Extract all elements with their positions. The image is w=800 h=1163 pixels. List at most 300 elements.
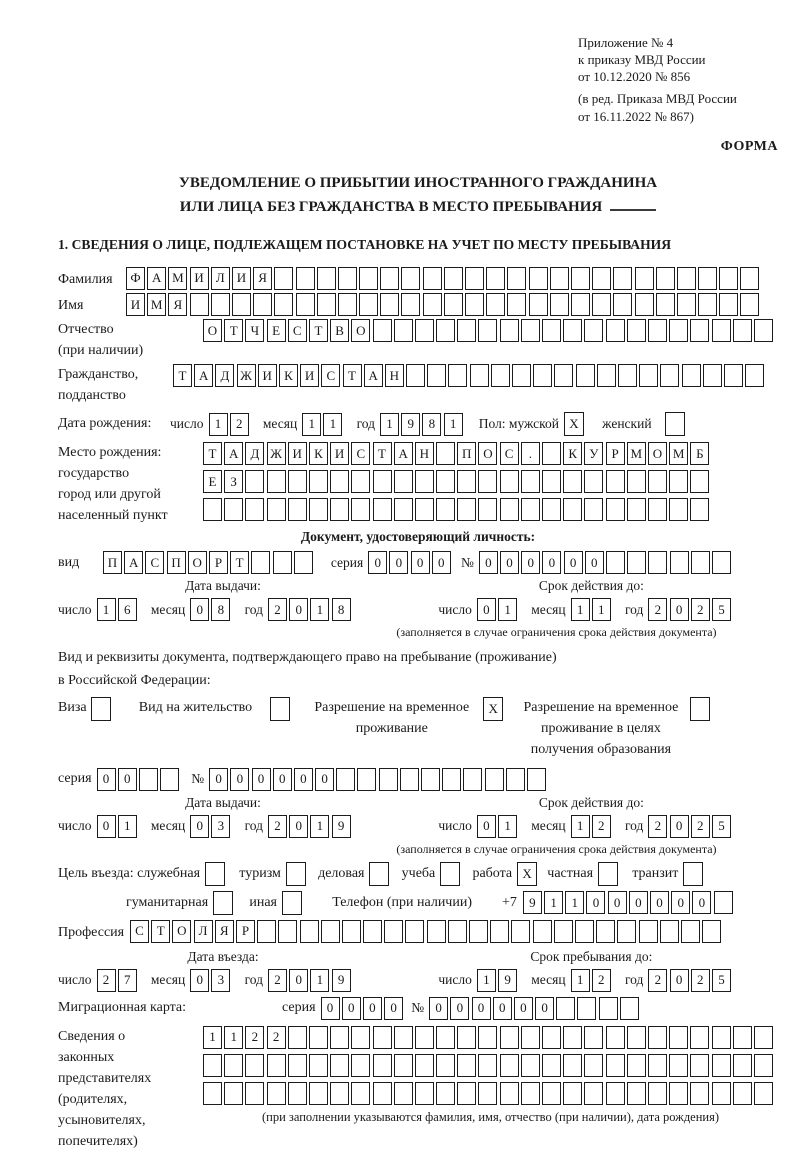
char-box[interactable]: Т	[230, 551, 249, 574]
char-box[interactable]: И	[232, 267, 251, 290]
char-box[interactable]: 0	[118, 768, 137, 791]
char-box[interactable]: 0	[479, 551, 498, 574]
checkbox-cell[interactable]: X	[483, 697, 503, 721]
char-box[interactable]	[363, 920, 382, 943]
char-box[interactable]	[442, 768, 461, 791]
char-box[interactable]	[712, 551, 731, 574]
char-box[interactable]	[457, 470, 476, 493]
char-box[interactable]: О	[203, 319, 222, 342]
char-box[interactable]	[470, 364, 489, 387]
char-box[interactable]	[309, 1026, 328, 1049]
char-box[interactable]: Н	[385, 364, 404, 387]
char-box[interactable]	[656, 293, 675, 316]
char-box[interactable]	[500, 1082, 519, 1105]
char-box[interactable]	[740, 267, 759, 290]
char-box[interactable]	[606, 1026, 625, 1049]
char-box[interactable]: Я	[253, 267, 272, 290]
char-box[interactable]	[635, 293, 654, 316]
char-box[interactable]: 0	[289, 815, 308, 838]
char-box[interactable]	[478, 1026, 497, 1049]
char-box[interactable]: 5	[712, 815, 731, 838]
char-box[interactable]	[415, 1082, 434, 1105]
char-box[interactable]	[394, 1082, 413, 1105]
char-box[interactable]: Т	[203, 442, 222, 465]
char-box[interactable]	[500, 1054, 519, 1077]
char-box[interactable]	[733, 1026, 752, 1049]
char-box[interactable]	[542, 498, 561, 521]
char-box[interactable]	[660, 364, 679, 387]
char-box[interactable]	[690, 498, 709, 521]
char-box[interactable]	[436, 319, 455, 342]
char-box[interactable]: 0	[429, 997, 448, 1020]
char-box[interactable]	[190, 293, 209, 316]
char-box[interactable]	[373, 1026, 392, 1049]
char-box[interactable]	[563, 1026, 582, 1049]
char-box[interactable]	[597, 364, 616, 387]
char-box[interactable]	[336, 768, 355, 791]
char-box[interactable]: 9	[498, 969, 517, 992]
char-box[interactable]	[754, 1082, 773, 1105]
char-box[interactable]	[669, 319, 688, 342]
char-box[interactable]	[542, 1054, 561, 1077]
char-box[interactable]	[648, 551, 667, 574]
char-box[interactable]: 0	[493, 997, 512, 1020]
char-box[interactable]	[457, 1026, 476, 1049]
char-box[interactable]	[550, 293, 569, 316]
char-box[interactable]	[394, 498, 413, 521]
char-box[interactable]: 0	[97, 768, 116, 791]
char-box[interactable]: 8	[211, 598, 230, 621]
char-box[interactable]: К	[279, 364, 298, 387]
char-box[interactable]	[384, 920, 403, 943]
char-box[interactable]: 1	[323, 413, 342, 436]
char-box[interactable]: А	[394, 442, 413, 465]
char-box[interactable]	[500, 498, 519, 521]
char-box[interactable]: 0	[289, 598, 308, 621]
char-box[interactable]	[309, 1082, 328, 1105]
char-box[interactable]	[224, 498, 243, 521]
char-box[interactable]: 3	[211, 969, 230, 992]
char-box[interactable]	[457, 1082, 476, 1105]
char-box[interactable]	[533, 364, 552, 387]
char-box[interactable]	[448, 364, 467, 387]
char-box[interactable]	[691, 551, 710, 574]
char-box[interactable]	[698, 267, 717, 290]
char-box[interactable]: П	[167, 551, 186, 574]
char-box[interactable]	[719, 293, 738, 316]
char-box[interactable]	[584, 1026, 603, 1049]
char-box[interactable]: А	[194, 364, 213, 387]
char-box[interactable]	[507, 293, 526, 316]
char-box[interactable]	[351, 470, 370, 493]
checkbox-cell[interactable]	[369, 862, 389, 886]
char-box[interactable]	[592, 267, 611, 290]
char-box[interactable]	[257, 920, 276, 943]
char-box[interactable]	[563, 319, 582, 342]
char-box[interactable]	[500, 470, 519, 493]
char-box[interactable]	[373, 319, 392, 342]
char-box[interactable]: 2	[97, 969, 116, 992]
char-box[interactable]: 0	[450, 997, 469, 1020]
char-box[interactable]: 2	[267, 1026, 286, 1049]
char-box[interactable]	[733, 1054, 752, 1077]
char-box[interactable]	[351, 498, 370, 521]
char-box[interactable]	[338, 267, 357, 290]
char-box[interactable]	[714, 891, 733, 914]
char-box[interactable]	[296, 293, 315, 316]
checkbox-cell[interactable]	[665, 412, 685, 436]
char-box[interactable]	[669, 1026, 688, 1049]
char-box[interactable]	[245, 470, 264, 493]
char-box[interactable]	[203, 498, 222, 521]
char-box[interactable]: 9	[523, 891, 542, 914]
char-box[interactable]	[245, 498, 264, 521]
char-box[interactable]	[380, 293, 399, 316]
char-box[interactable]	[533, 920, 552, 943]
char-box[interactable]: 9	[332, 815, 351, 838]
char-box[interactable]	[478, 1082, 497, 1105]
char-box[interactable]: 0	[472, 997, 491, 1020]
char-box[interactable]	[436, 470, 455, 493]
char-box[interactable]: 0	[342, 997, 361, 1020]
char-box[interactable]	[677, 267, 696, 290]
char-box[interactable]	[563, 1054, 582, 1077]
char-box[interactable]	[309, 470, 328, 493]
char-box[interactable]	[300, 920, 319, 943]
char-box[interactable]	[330, 1082, 349, 1105]
char-box[interactable]	[406, 364, 425, 387]
char-box[interactable]	[733, 1082, 752, 1105]
char-box[interactable]	[359, 267, 378, 290]
char-box[interactable]	[251, 551, 270, 574]
char-box[interactable]	[401, 293, 420, 316]
char-box[interactable]: 2	[648, 598, 667, 621]
char-box[interactable]	[457, 319, 476, 342]
char-box[interactable]	[500, 319, 519, 342]
char-box[interactable]: Д	[215, 364, 234, 387]
char-box[interactable]: Я	[215, 920, 234, 943]
char-box[interactable]: 0	[384, 997, 403, 1020]
char-box[interactable]	[465, 293, 484, 316]
char-box[interactable]	[330, 1026, 349, 1049]
char-box[interactable]	[620, 997, 639, 1020]
char-box[interactable]: О	[188, 551, 207, 574]
char-box[interactable]: 6	[118, 598, 137, 621]
char-box[interactable]	[712, 319, 731, 342]
char-box[interactable]: 0	[432, 551, 451, 574]
char-box[interactable]	[521, 319, 540, 342]
char-box[interactable]	[550, 267, 569, 290]
char-box[interactable]	[444, 267, 463, 290]
char-box[interactable]	[267, 498, 286, 521]
char-box[interactable]: 1	[444, 413, 463, 436]
char-box[interactable]	[576, 364, 595, 387]
char-box[interactable]	[436, 498, 455, 521]
char-box[interactable]	[511, 920, 530, 943]
char-box[interactable]: 1	[565, 891, 584, 914]
char-box[interactable]: 2	[245, 1026, 264, 1049]
char-box[interactable]: П	[103, 551, 122, 574]
char-box[interactable]: 8	[422, 413, 441, 436]
char-box[interactable]	[309, 1054, 328, 1077]
char-box[interactable]	[224, 1054, 243, 1077]
char-box[interactable]: С	[145, 551, 164, 574]
char-box[interactable]: 0	[294, 768, 313, 791]
char-box[interactable]: Р	[606, 442, 625, 465]
char-box[interactable]: 1	[97, 598, 116, 621]
char-box[interactable]: 5	[712, 969, 731, 992]
char-box[interactable]: З	[224, 470, 243, 493]
char-box[interactable]	[288, 1054, 307, 1077]
char-box[interactable]	[288, 470, 307, 493]
char-box[interactable]	[563, 470, 582, 493]
char-box[interactable]	[267, 1082, 286, 1105]
char-box[interactable]	[698, 293, 717, 316]
char-box[interactable]: 0	[97, 815, 116, 838]
char-box[interactable]	[606, 1082, 625, 1105]
char-box[interactable]: 8	[332, 598, 351, 621]
checkbox-cell[interactable]	[91, 697, 111, 721]
char-box[interactable]: Е	[267, 319, 286, 342]
char-box[interactable]: И	[190, 267, 209, 290]
char-box[interactable]: Ж	[267, 442, 286, 465]
char-box[interactable]	[606, 319, 625, 342]
char-box[interactable]: 2	[268, 969, 287, 992]
char-box[interactable]: 0	[500, 551, 519, 574]
char-box[interactable]: Т	[151, 920, 170, 943]
char-box[interactable]	[421, 768, 440, 791]
char-box[interactable]: М	[168, 267, 187, 290]
char-box[interactable]: 0	[692, 891, 711, 914]
char-box[interactable]	[733, 319, 752, 342]
char-box[interactable]	[203, 1054, 222, 1077]
char-box[interactable]	[351, 1026, 370, 1049]
char-box[interactable]	[486, 267, 505, 290]
char-box[interactable]	[457, 1054, 476, 1077]
char-box[interactable]	[232, 293, 251, 316]
char-box[interactable]: С	[500, 442, 519, 465]
char-box[interactable]	[274, 267, 293, 290]
char-box[interactable]	[571, 267, 590, 290]
char-box[interactable]: 9	[332, 969, 351, 992]
char-box[interactable]: 2	[648, 815, 667, 838]
char-box[interactable]: .	[521, 442, 540, 465]
char-box[interactable]	[415, 319, 434, 342]
char-box[interactable]	[690, 1054, 709, 1077]
char-box[interactable]: Ч	[245, 319, 264, 342]
char-box[interactable]	[606, 498, 625, 521]
char-box[interactable]: 1	[544, 891, 563, 914]
char-box[interactable]	[296, 267, 315, 290]
char-box[interactable]	[584, 1054, 603, 1077]
char-box[interactable]: 0	[190, 969, 209, 992]
char-box[interactable]	[670, 551, 689, 574]
char-box[interactable]	[394, 319, 413, 342]
char-box[interactable]	[478, 1054, 497, 1077]
char-box[interactable]: 0	[321, 997, 340, 1020]
char-box[interactable]	[394, 1026, 413, 1049]
char-box[interactable]: 0	[411, 551, 430, 574]
char-box[interactable]	[712, 1082, 731, 1105]
char-box[interactable]: Д	[245, 442, 264, 465]
char-box[interactable]	[639, 364, 658, 387]
char-box[interactable]: Т	[309, 319, 328, 342]
char-box[interactable]	[394, 1054, 413, 1077]
char-box[interactable]	[330, 470, 349, 493]
checkbox-cell[interactable]	[440, 862, 460, 886]
char-box[interactable]: 7	[118, 969, 137, 992]
char-box[interactable]: В	[330, 319, 349, 342]
char-box[interactable]	[160, 768, 179, 791]
char-box[interactable]	[754, 319, 773, 342]
checkbox-cell[interactable]	[598, 862, 618, 886]
char-box[interactable]: И	[258, 364, 277, 387]
char-box[interactable]	[278, 920, 297, 943]
char-box[interactable]	[415, 498, 434, 521]
char-box[interactable]	[669, 470, 688, 493]
char-box[interactable]	[719, 267, 738, 290]
char-box[interactable]	[617, 920, 636, 943]
char-box[interactable]	[436, 442, 455, 465]
char-box[interactable]	[273, 551, 292, 574]
char-box[interactable]: 0	[315, 768, 334, 791]
char-box[interactable]: 2	[592, 815, 611, 838]
char-box[interactable]: 1	[592, 598, 611, 621]
char-box[interactable]: М	[147, 293, 166, 316]
char-box[interactable]	[139, 768, 158, 791]
char-box[interactable]	[317, 267, 336, 290]
char-box[interactable]: 0	[209, 768, 228, 791]
char-box[interactable]	[627, 551, 646, 574]
char-box[interactable]	[357, 768, 376, 791]
char-box[interactable]	[288, 498, 307, 521]
char-box[interactable]: О	[172, 920, 191, 943]
char-box[interactable]	[415, 470, 434, 493]
char-box[interactable]	[606, 470, 625, 493]
char-box[interactable]: Е	[203, 470, 222, 493]
char-box[interactable]	[712, 1054, 731, 1077]
char-box[interactable]: 0	[252, 768, 271, 791]
char-box[interactable]	[584, 498, 603, 521]
char-box[interactable]	[648, 1082, 667, 1105]
char-box[interactable]	[405, 920, 424, 943]
char-box[interactable]: Т	[343, 364, 362, 387]
char-box[interactable]: Т	[173, 364, 192, 387]
char-box[interactable]: Л	[211, 267, 230, 290]
char-box[interactable]	[577, 997, 596, 1020]
char-box[interactable]	[563, 1082, 582, 1105]
char-box[interactable]	[554, 364, 573, 387]
char-box[interactable]	[745, 364, 764, 387]
char-box[interactable]: С	[321, 364, 340, 387]
char-box[interactable]	[627, 1082, 646, 1105]
char-box[interactable]	[542, 470, 561, 493]
char-box[interactable]: 2	[691, 969, 710, 992]
char-box[interactable]: Я	[168, 293, 187, 316]
char-box[interactable]	[253, 293, 272, 316]
char-box[interactable]	[529, 293, 548, 316]
char-box[interactable]	[338, 293, 357, 316]
char-box[interactable]	[373, 470, 392, 493]
char-box[interactable]: 1	[209, 413, 228, 436]
char-box[interactable]: С	[130, 920, 149, 943]
char-box[interactable]	[394, 470, 413, 493]
char-box[interactable]	[521, 470, 540, 493]
char-box[interactable]: 1	[203, 1026, 222, 1049]
char-box[interactable]	[373, 1082, 392, 1105]
char-box[interactable]: О	[648, 442, 667, 465]
char-box[interactable]	[274, 293, 293, 316]
char-box[interactable]	[436, 1054, 455, 1077]
char-box[interactable]: 0	[190, 815, 209, 838]
char-box[interactable]	[648, 498, 667, 521]
char-box[interactable]	[592, 293, 611, 316]
char-box[interactable]	[724, 364, 743, 387]
char-box[interactable]: 1	[224, 1026, 243, 1049]
char-box[interactable]: 0	[477, 815, 496, 838]
char-box[interactable]: И	[330, 442, 349, 465]
char-box[interactable]	[373, 498, 392, 521]
char-box[interactable]	[490, 920, 509, 943]
char-box[interactable]: 1	[310, 969, 329, 992]
char-box[interactable]: М	[669, 442, 688, 465]
char-box[interactable]	[427, 364, 446, 387]
char-box[interactable]	[554, 920, 573, 943]
char-box[interactable]: 0	[190, 598, 209, 621]
char-box[interactable]: Б	[690, 442, 709, 465]
char-box[interactable]	[542, 1082, 561, 1105]
char-box[interactable]: К	[563, 442, 582, 465]
char-box[interactable]: 2	[268, 815, 287, 838]
char-box[interactable]: 0	[289, 969, 308, 992]
char-box[interactable]	[351, 1082, 370, 1105]
checkbox-cell[interactable]: X	[517, 862, 537, 886]
char-box[interactable]	[444, 293, 463, 316]
char-box[interactable]: 0	[650, 891, 669, 914]
checkbox-cell[interactable]	[286, 862, 306, 886]
char-box[interactable]: 0	[230, 768, 249, 791]
char-box[interactable]	[506, 768, 525, 791]
char-box[interactable]	[529, 267, 548, 290]
char-box[interactable]: И	[126, 293, 145, 316]
char-box[interactable]	[401, 267, 420, 290]
char-box[interactable]	[635, 267, 654, 290]
char-box[interactable]	[740, 293, 759, 316]
char-box[interactable]: 1	[571, 815, 590, 838]
char-box[interactable]	[690, 319, 709, 342]
char-box[interactable]	[639, 920, 658, 943]
checkbox-cell[interactable]	[683, 862, 703, 886]
char-box[interactable]	[423, 267, 442, 290]
char-box[interactable]	[478, 319, 497, 342]
char-box[interactable]	[627, 470, 646, 493]
char-box[interactable]: 0	[670, 815, 689, 838]
char-box[interactable]: Л	[194, 920, 213, 943]
char-box[interactable]: А	[224, 442, 243, 465]
char-box[interactable]	[681, 920, 700, 943]
char-box[interactable]	[500, 1026, 519, 1049]
char-box[interactable]	[224, 1082, 243, 1105]
checkbox-cell[interactable]	[270, 697, 290, 721]
char-box[interactable]: 0	[514, 997, 533, 1020]
char-box[interactable]	[423, 293, 442, 316]
char-box[interactable]	[521, 1054, 540, 1077]
checkbox-cell[interactable]	[213, 891, 233, 915]
char-box[interactable]: 2	[268, 598, 287, 621]
char-box[interactable]	[542, 1026, 561, 1049]
char-box[interactable]: 0	[564, 551, 583, 574]
char-box[interactable]: 2	[691, 598, 710, 621]
